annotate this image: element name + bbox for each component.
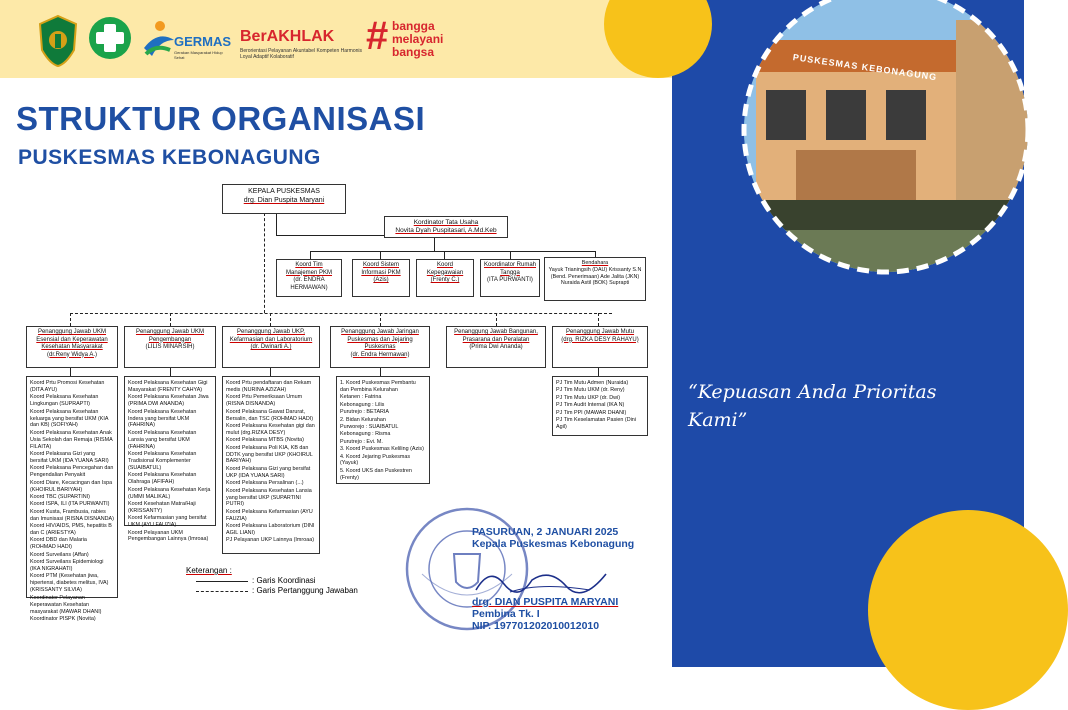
list-item: Koord ISPA, ILI (ITA PURWANTI) bbox=[30, 501, 110, 508]
tu-name: Novita Dyah Puspitasari, A.Md.Keb bbox=[395, 227, 497, 234]
list-item: Koordinator Pelayanan Keperawatan Kesehatan masyarakat (MAWAR DHANI) bbox=[30, 594, 102, 615]
connector bbox=[276, 213, 277, 235]
list-item: Ketanen : Fatrina bbox=[340, 394, 382, 401]
tu-box bbox=[384, 216, 508, 238]
list-item: 5. Koord UKS dan Puskestren (Frenty) bbox=[340, 467, 412, 481]
list-item: Koord Kusta, Frambusia, rabies dan Imunisasi (RISNA DISNANDA) bbox=[30, 508, 114, 522]
list-item: Koord Surveilans Epidemiologi (IKA NIGRAHATI) bbox=[30, 559, 104, 573]
pj-box-ukp bbox=[222, 326, 320, 368]
list-item: Koord Pelaksana Kesehatan Lingkungan (SUPRAPTI) bbox=[30, 394, 99, 408]
staff-box-kepegawaian bbox=[416, 259, 474, 297]
staff-box-bendahara bbox=[544, 257, 646, 301]
list-item: Koord Pelaksana Kesehatan Lansia yang bersifat UKM (FAHRINA) bbox=[128, 429, 197, 450]
dashed-connector bbox=[264, 213, 265, 313]
pj-box-ukm-esensial bbox=[26, 326, 118, 368]
connector bbox=[434, 237, 435, 251]
pj-title: Penanggung Jawab UKM Esensial dan Keperawatan Kesehatan Masyarakat bbox=[36, 329, 108, 350]
list-box-ukm-esensial bbox=[26, 376, 118, 622]
dashed-connector bbox=[598, 313, 599, 326]
melayani-word: melayani bbox=[392, 32, 444, 46]
connector bbox=[276, 235, 386, 236]
list-item: Purutrejo : Evi. M. bbox=[340, 438, 383, 445]
list-item: Koord HIV/AIDS, PMS, hepatitis B dan C (ARIESTYA) bbox=[30, 523, 112, 537]
pj-box-bangunan bbox=[446, 326, 546, 368]
connector bbox=[510, 251, 511, 259]
pj-title: Penanggung Jawab Bangunan, Prasarana dan Peralatan bbox=[454, 329, 538, 343]
berakhlak-subtext: Berorientasi Pelayanan Akuntabel Kompeten Harmonis Loyal Adaptif Kolaboratif bbox=[240, 48, 363, 60]
list-item: PJ Tim PPI (MAWAR DHANI) bbox=[556, 409, 627, 416]
list-item: Koord Pelaksana Kesehatan keluarga yang bersifat UKM (KIA dan KB) (SOFIYAH) bbox=[30, 408, 109, 429]
germas-logo-subtext: Gerakan Masyarakat Hidup Sehat bbox=[174, 50, 223, 60]
list-item: 2. Bidan Kelurahan bbox=[340, 416, 386, 423]
list-item: 4. Koord Jejaring Puskesmas (Yayuk) bbox=[340, 453, 411, 467]
list-item: Koord Pelaksana Gizi yang bersifat UKP (IDA YUANA SARI) bbox=[226, 465, 311, 479]
staff-title: Koordinator Rumah Tangga bbox=[483, 262, 537, 276]
pj-name: (Prima Dwi Ananda) bbox=[469, 344, 523, 350]
dashed-connector bbox=[380, 313, 381, 326]
berakhlak-logo-text: BerAKHLAK bbox=[240, 28, 335, 45]
staff-box-sistem-informasi bbox=[352, 259, 410, 297]
head-name: drg. Dian Puspita Maryani bbox=[243, 197, 325, 204]
pj-box-mutu bbox=[552, 326, 648, 368]
list-box-ukp bbox=[222, 376, 320, 554]
staff-box-rumah-tangga bbox=[480, 259, 540, 297]
city-crest-icon bbox=[36, 14, 80, 68]
list-item: Koord Pelaksana Kesehatan Anak Usia Sekolah dan Remaja (RISMA FILAITA) bbox=[30, 429, 113, 450]
legend-dashed-line bbox=[196, 591, 248, 592]
list-item: Koord Pelaksana Persalinan (...) bbox=[226, 480, 304, 487]
bangsa-word: bangsa bbox=[392, 45, 435, 59]
legend-solid-line bbox=[196, 581, 248, 582]
list-item: Koord Pelaksana Poli KIA, KB dan DDTK yang bersifat UKP (KHOIRUL BARIYAH) bbox=[226, 444, 313, 465]
list-item: Koord Pelaksana Kesehatan gigi dan mulut (drg.RIZKA DESY) bbox=[226, 422, 315, 436]
pj-title: Penanggung Jawab Mutu bbox=[565, 329, 635, 335]
list-item: Koord Pelaksana Kesehatan Tradisional Komplementer (SUAIBATUL) bbox=[128, 451, 197, 471]
page-subtitle: PUSKESMAS KEBONAGUNG bbox=[18, 146, 321, 169]
staff-name: (dr. ENDRA HERMAWAN) bbox=[290, 277, 328, 291]
list-item: Koord Pelaksana Kesehatan Jiwa (PRIMA DWI ANANDA) bbox=[128, 394, 209, 408]
germas-figure-icon bbox=[140, 18, 176, 62]
list-item: Koord Prtu pendaftaran dan Rekam medis (NURINA AZIZAH) bbox=[226, 380, 312, 393]
hashtag-icon: # bbox=[366, 14, 389, 58]
list-item: 1. Koord Puskesmas Pembantu dan Pembina Kelurahan bbox=[340, 380, 416, 393]
connector bbox=[170, 368, 171, 376]
pj-title: Penanggung Jawab UKM Pengembangan bbox=[135, 329, 205, 343]
head-box bbox=[222, 184, 346, 214]
list-item: Koord Prtu Promosi Kesehatan (DITA AYU) bbox=[30, 380, 105, 393]
pj-box-jaringan bbox=[330, 326, 430, 368]
list-item: Koord Pelaksana Gizi yang bersifat UKM (IDA YUANA SARI) bbox=[30, 451, 109, 464]
staff-title: Bendahara bbox=[581, 260, 609, 266]
dashed-connector bbox=[70, 313, 71, 326]
pj-name: (dr. Dwinarti A.) bbox=[250, 344, 292, 350]
bangga-melayani-bangsa bbox=[392, 20, 443, 59]
list-item: Koordinator PISPK (Novita) bbox=[30, 615, 96, 622]
dashed-connector bbox=[270, 313, 271, 326]
connector bbox=[70, 368, 71, 376]
list-item: Purworejo : SUAIBATUL bbox=[340, 423, 399, 430]
list-item: Kebonagung : Lilis bbox=[340, 401, 385, 408]
list-item: PJ Tim Mutu UKP (dr. Dwi) bbox=[556, 394, 620, 401]
list-box-mutu bbox=[552, 376, 648, 436]
list-item: Koord Kesehatan Matra/Haji (KRISSANTY) bbox=[128, 500, 196, 514]
dashed-connector bbox=[70, 313, 612, 314]
pj-name: (LILIS MINARSIH) bbox=[145, 344, 195, 350]
pj-title: Penanggung Jawab UKP, Kefarmasian dan Laboratorium bbox=[229, 329, 313, 343]
list-item: Koord Pelayanan UKM Pengembangan Lainnya (Imroaa) bbox=[128, 529, 209, 543]
tu-title: Kordinator Tata Usaha bbox=[413, 219, 479, 226]
germas-logo-text: GERMAS bbox=[174, 34, 232, 49]
dashed-connector bbox=[170, 313, 171, 326]
motto-quote: “Kepuasan Anda Prioritas Kami” bbox=[688, 381, 937, 431]
staff-name: (Azis) bbox=[373, 277, 389, 283]
signature-role: Kepala Puskesmas Kebonagung bbox=[472, 538, 635, 550]
signature-name: drg. DIAN PUSPITA MARYANI bbox=[472, 596, 619, 608]
list-item: 3. Koord Puskesmas Keliling (Azis) bbox=[340, 446, 424, 453]
list-item: Koord Pelaksana Kesehatan Indera yang bersifat UKM (FAHRINA) bbox=[128, 408, 197, 429]
staff-title: Koord Tim Manajemen PKM bbox=[285, 262, 333, 276]
list-item: PJ Tim Mutu UKM (dr. Reny) bbox=[556, 387, 625, 394]
list-item: Koord TBC (SUPARTINI) bbox=[30, 494, 90, 500]
photo-sign-text: PUSKESMAS KEBONAGUNG bbox=[792, 52, 938, 83]
staff-name: Yayuk Trianingsih (DAU) Krissanty S.N (Bend. Penerimaan) Ade Jalita (JKN) Nuraida Astil (BOK) Suprapti bbox=[548, 266, 642, 287]
list-item: Koord Pelaksana Kesehatan Kerja (UMMI MALIKAL) bbox=[128, 486, 211, 500]
list-item: PJ Pelayanan UKP Lainnya (Imroaa) bbox=[226, 537, 314, 544]
list-item: Koord Prtu Pemeriksaan Umum (RISNA DISNANDA) bbox=[226, 394, 303, 408]
list-item: Koord PTM (Kesehatan jiwa, hipertensi, diabetes melitus, IVA) (KRISSANTY SILVIA) bbox=[30, 573, 109, 594]
connector bbox=[380, 251, 381, 259]
bangga-word: bangga bbox=[392, 19, 435, 33]
connector bbox=[444, 251, 445, 259]
staff-box-manajemen bbox=[276, 259, 342, 297]
list-item: Koord Pelaksana Kesehatan Olahraga (AFIFAH) bbox=[128, 472, 197, 486]
connector bbox=[598, 368, 599, 376]
pj-name: (dr. Endra Hermawan) bbox=[350, 351, 410, 358]
legend-solid-label: : Garis Koordinasi bbox=[252, 576, 316, 585]
building-photo bbox=[736, 0, 1036, 280]
signature-nip: NIP. 197701202010012010 bbox=[472, 620, 600, 632]
signature-place-date: PASURUAN, 2 JANUARI 2025 bbox=[472, 526, 619, 538]
staff-title: Koord Kepegawaian bbox=[426, 262, 464, 276]
list-item: Purutrejo : BETARIA bbox=[340, 409, 390, 416]
page-title: STRUKTUR ORGANISASI bbox=[16, 100, 426, 137]
legend-title: Keterangan : bbox=[186, 566, 232, 575]
list-item: Koord Pelaksana Gawat Darurat, Bersalin, dan TSC (ROHMAD HADI) bbox=[226, 408, 314, 422]
list-item: Koord Pelaksana Kefarmasian (AYU FAUZIA) bbox=[226, 508, 313, 522]
pj-title: Penanggung Jawab Jaringan Puskesmas dan Jejaring Puskesmas bbox=[341, 329, 419, 350]
list-item: Koord Diare, Kecacingan dan Ispa (KHOIRUL BARIYAH) bbox=[30, 479, 113, 493]
dashed-connector bbox=[496, 313, 497, 326]
head-title: KEPALA PUSKESMAS bbox=[248, 188, 320, 195]
list-item: Koord Pelaksana Kesehatan Lansia yang bersifat UKP (SUPARTINI PUTRI) bbox=[226, 487, 312, 508]
list-item: Koord Surveilans (Affan) bbox=[30, 551, 89, 558]
list-item: Koord Pelaksana MTBS (Novita) bbox=[226, 437, 304, 444]
list-item: Koord Kefarmasian yang bersifat UKM (AYU FAUZIA) bbox=[128, 515, 207, 529]
connector bbox=[380, 368, 381, 376]
list-item: PJ Tim Audit Internal (IKA N) bbox=[556, 402, 625, 409]
list-item: Koord Pelaksana Laboratorium (DINI AGIL LIANI) bbox=[226, 523, 315, 537]
staff-name: (Frenty C.) bbox=[430, 277, 460, 283]
staff-title: Koord Sistem Informasi PKM bbox=[361, 262, 401, 276]
pj-name: (drg. RIZKA DESY RAHAYU) bbox=[561, 336, 639, 343]
list-item: Kebonagung : Risma bbox=[340, 431, 391, 438]
list-item: Koord DBD dan Malaria (ROHMAD HADI) bbox=[30, 537, 87, 551]
list-item: PJ Tim Mutu Admen (Nuraida) bbox=[556, 380, 629, 386]
staff-name: (ITA PURWANTI) bbox=[487, 277, 533, 283]
decorative-circle-bottom bbox=[868, 510, 1068, 710]
health-cross-icon bbox=[88, 16, 132, 60]
connector bbox=[310, 251, 311, 259]
connector bbox=[310, 251, 596, 252]
pj-name: (dr.Reny Widya A.) bbox=[46, 351, 97, 358]
list-item: Koord Pelaksana Kesehatan Gigi Masyarakat (FRENTY CAHYA) bbox=[128, 380, 208, 393]
list-box-ukm-pengembangan bbox=[124, 376, 216, 543]
list-box-jaringan bbox=[336, 376, 430, 484]
list-item: Koord Pelaksana Pencegahan dan Pengendalian Penyakit bbox=[30, 465, 114, 479]
handwritten-signature bbox=[470, 560, 620, 600]
legend-dashed-label: : Garis Pertanggung Jawaban bbox=[252, 586, 358, 595]
connector bbox=[270, 368, 271, 376]
signature-rank: Pembina Tk. I bbox=[472, 608, 540, 620]
list-item: PJ Tim Keselamatan Pasien (Dini Agil) bbox=[556, 417, 636, 430]
pj-box-ukm-pengembangan bbox=[124, 326, 216, 368]
